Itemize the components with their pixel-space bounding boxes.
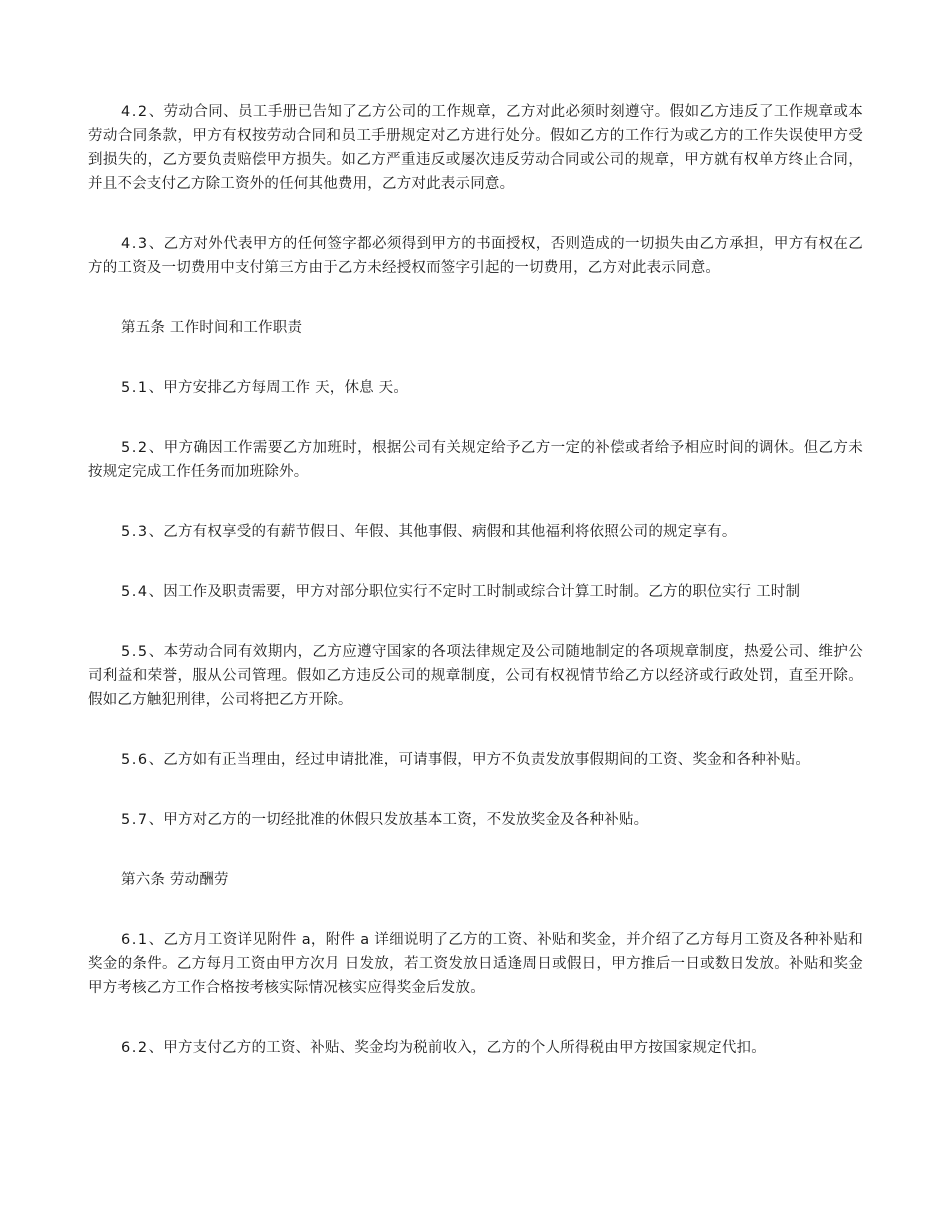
clause-number: 5.7 xyxy=(121,812,149,828)
clause-5-3 xyxy=(88,520,863,544)
clause-text: 、乙方对外代表甲方的任何签字都必须得到甲方的书面授权，否则造成的一切损失由乙方承担，甲方有权在乙方的工资及一切费用中支付第三方由于乙方未经授权而签字引起的一切费用，乙方对此表示同意。 xyxy=(88,236,863,276)
clause-text: 、乙方有权享受的有薪节假日、年假、其他事假、病假和其他福利将依照公司的规定享有。 xyxy=(148,524,737,540)
clause-text: 、劳动合同、员工手册已告知了乙方公司的工作规章，乙方对此必须时刻遵守。假如乙方违反了工作规章或本劳动合同条款，甲方有权按劳动合同和员工手册规定对乙方进行处分。假如乙方的工作行为或乙方的工作失误使甲方受到损失的，乙方要负责赔偿甲方损失。如乙方严重违反或屡次违反劳动合同或公司的规章，甲方就有权单方终止合同，并且不会支付乙方除工资外的任何其他费用，乙方对此表示同意。 xyxy=(88,104,863,192)
clause-number: 4.3 xyxy=(121,236,149,252)
clause-number: 6.1 xyxy=(121,932,149,948)
clause-number: 5.1 xyxy=(121,380,149,396)
clause-5-7 xyxy=(88,808,863,832)
clause-5-4 xyxy=(88,580,863,604)
clause-text: 、乙方月工资详见附件 a，附件 a 详细说明了乙方的工资、补贴和奖金，并介绍了乙方每月工资及各种补贴和奖金的条件。乙方每月工资由甲方次月 日发放，若工资发放日适逢周日或假日，甲方推后一日或数日发放。补贴和奖金甲方考核乙方工作合格按考核实际情况核实应得奖金后发放。 xyxy=(88,932,863,996)
clause-text: 、本劳动合同有效期内，乙方应遵守国家的各项法律规定及公司随地制定的各项规章制度，热爱公司、维护公司利益和荣誉，服从公司管理。假如乙方违反公司的规章制度，公司有权视情节给乙方以经济或行政处罚，直至开除。假如乙方触犯刑律，公司将把乙方开除。 xyxy=(88,644,863,708)
clause-5-1 xyxy=(88,376,863,400)
section-heading-5 xyxy=(88,316,863,340)
clause-text: 、甲方支付乙方的工资、补贴、奖金均为税前收入，乙方的个人所得税由甲方按国家规定代扣。 xyxy=(148,1040,766,1056)
clause-number: 6.2 xyxy=(121,1040,149,1056)
clause-number: 5.3 xyxy=(121,524,149,540)
clause-5-2 xyxy=(88,436,863,484)
clause-5-5 xyxy=(88,640,863,712)
clause-number: 5.4 xyxy=(121,584,149,600)
clause-number: 5.2 xyxy=(121,440,149,456)
heading-text: 第五条 工作时间和工作职责 xyxy=(121,320,303,336)
clause-number: 5.6 xyxy=(121,752,149,768)
clause-text: 、乙方如有正当理由，经过申请批准，可请事假，甲方不负责发放事假期间的工资、奖金和各种补贴。 xyxy=(148,752,811,768)
section-heading-6 xyxy=(88,868,863,892)
clause-text: 、甲方安排乙方每周工作 天，休息 天。 xyxy=(148,380,409,396)
document-page xyxy=(88,100,863,1060)
clause-6-1 xyxy=(88,928,863,1000)
clause-number: 4.2 xyxy=(121,104,149,120)
clause-number: 5.5 xyxy=(121,644,149,660)
clause-4-2 xyxy=(88,100,863,196)
heading-text: 第六条 劳动酬劳 xyxy=(121,872,229,888)
clause-text: 、甲方对乙方的一切经批准的休假只发放基本工资，不发放奖金及各种补贴。 xyxy=(148,812,649,828)
clause-text: 、甲方确因工作需要乙方加班时，根据公司有关规定给予乙方一定的补偿或者给予相应时间的调休。但乙方未按规定完成工作任务而加班除外。 xyxy=(88,440,863,480)
clause-5-6 xyxy=(88,748,863,772)
clause-6-2 xyxy=(88,1036,863,1060)
clause-4-3 xyxy=(88,232,863,280)
clause-text: 、因工作及职责需要，甲方对部分职位实行不定时工时制或综合计算工时制。乙方的职位实行 工时制 xyxy=(148,584,801,600)
